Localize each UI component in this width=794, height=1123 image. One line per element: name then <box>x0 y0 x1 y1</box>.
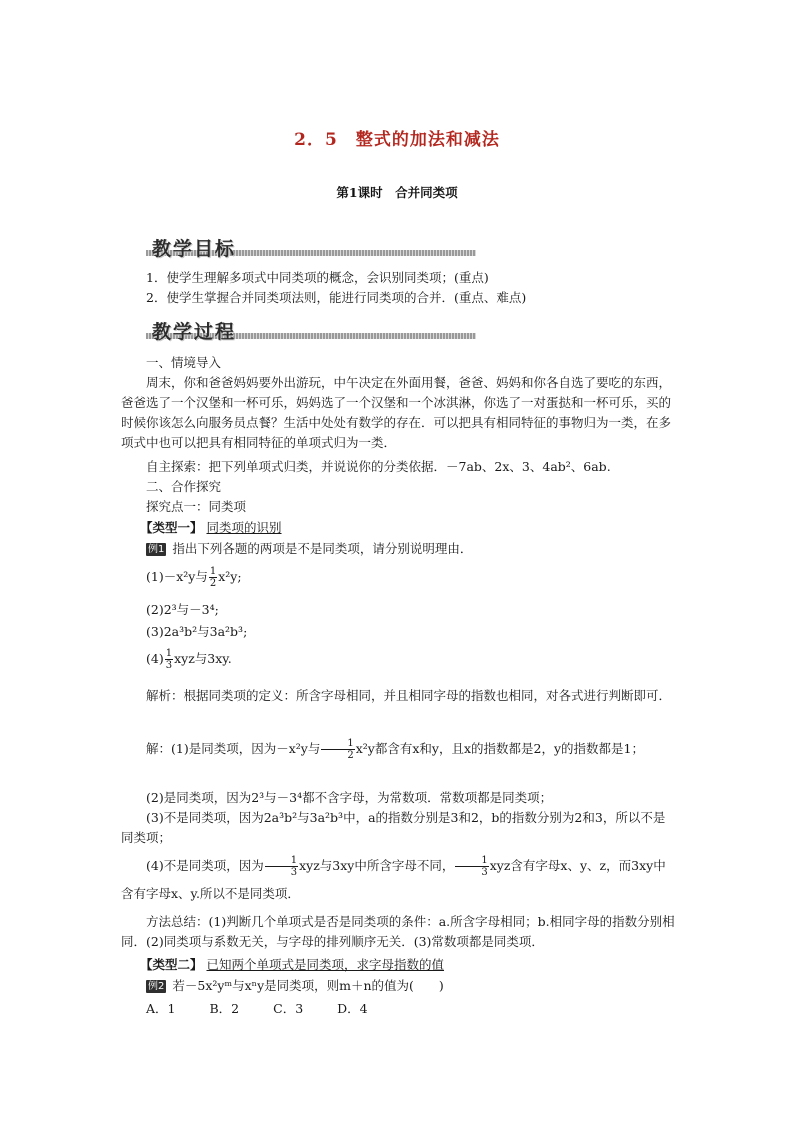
example-line <box>146 976 444 996</box>
example-item-4: (4) $\frac{1}{3}$ xyz与3xy. <box>146 648 232 671</box>
example-text: 若－5x²yᵐ与xⁿy是同类项，则m＋n的值为( ) <box>172 978 444 993</box>
option-a: A．1 <box>146 1001 176 1016</box>
example-badge: 例1 <box>148 544 165 555</box>
part-title: 二、合作探究 <box>146 479 222 494</box>
part-title: 一、情境导入 <box>146 355 222 370</box>
type-title: 已知两个单项式是同类项，求字母指数的值 <box>206 957 445 972</box>
type-heading <box>140 518 282 538</box>
method-summary: 方法总结：(1)判断几个单项式是否是同类项的条件：a.所含字母相同；b.相同字母的指数分别相同．(2)同类项与系数无关，与字母的排列顺序无关．(3)常数项都是同类项． <box>121 914 675 949</box>
solution-3: (3)不是同类项，因为2a³b²与3a²b³中，a的指数分别是3和2，b的指数分别为2和3，所以不是同类项； <box>121 810 666 845</box>
objective-item: 1．使学生理解多项式中同类项的概念，会识别同类项；(重点) <box>146 270 489 285</box>
solution-4: (4)不是同类项，因为 $\frac{1}{3}$ xyz与3xy中所含字母不同， $\frac{1}{3}$ xyz含有字母x、y、z，而3xy中含有字母x、y.所以不是同类项． <box>121 855 666 901</box>
section-banner-process <box>146 317 476 343</box>
objective-item: 2．使学生掌握合并同类项法则，能进行同类项的合并．(重点、难点) <box>146 290 527 305</box>
fraction: $\frac{1}{2}$ <box>209 566 217 589</box>
option-b: B．2 <box>209 1001 240 1016</box>
lesson-subtitle: 第1课时 合并同类项 <box>336 185 458 200</box>
section-banner-objectives <box>146 234 476 260</box>
solution-2: (2)是同类项，因为2³与－3⁴都不含字母，为常数项．常数项都是同类项； <box>146 790 553 805</box>
option-d: D．4 <box>337 1001 368 1016</box>
point-title: 探究点一：同类项 <box>146 499 247 514</box>
page-title: 2．5 整式的加法和减法 <box>294 130 500 150</box>
type-title: 同类项的识别 <box>206 520 282 535</box>
type-heading <box>140 955 444 975</box>
fraction: $\frac{1}{3}$ <box>265 855 298 878</box>
example-line <box>146 539 472 559</box>
fraction: $\frac{1}{2}$ <box>321 738 354 761</box>
type-tag: 【类型一】 <box>140 520 203 535</box>
option-c: C．3 <box>273 1001 304 1016</box>
intro-paragraph: 周末，你和爸爸妈妈要外出游玩，中午决定在外面用餐，爸爸、妈妈和你各自选了要吃的东西，爸爸选了一个汉堡和一杯可乐，妈妈选了一个汉堡和一个冰淇淋，你选了一对蛋挞和一杯可乐，买的时候你该怎么向服务员点餐？生活中处处有数学的存在．可以把具有相同特征的事物归为一类，在多项式中也可以把具有相同特征的单项式归为一类． <box>121 375 672 450</box>
fraction: $\frac{1}{3}$ <box>165 648 173 671</box>
type-tag: 【类型二】 <box>140 957 203 972</box>
section-heading: 教学过程 <box>152 321 237 343</box>
example-badge: 例2 <box>148 981 165 992</box>
analysis: 解析：根据同类项的定义：所含字母相同，并且相同字母的指数也相同，对各式进行判断即可． <box>146 688 672 703</box>
options-row <box>146 999 368 1019</box>
example-item-3: (3)2a³b²与3a²b³; <box>146 624 248 639</box>
section-heading: 教学目标 <box>152 238 237 260</box>
fraction: $\frac{1}{3}$ <box>455 855 488 878</box>
example-item-2: (2)2³与－3⁴; <box>146 602 219 617</box>
example-text: 指出下列各题的两项是不是同类项，请分别说明理由． <box>172 541 473 556</box>
self-explore: 自主探索：把下列单项式归类，并说说你的分类依据．－7ab、2x、3、4ab²、6ab. <box>146 459 611 474</box>
solution-1: 解：(1)是同类项，因为－x²y与 $\frac{1}{2}$ x²y都含有x和y，且x的指数都是2，y的指数都是1； <box>146 738 644 761</box>
example-item-1: (1)－x²y与 $\frac{1}{2}$ x²y; <box>146 566 242 589</box>
